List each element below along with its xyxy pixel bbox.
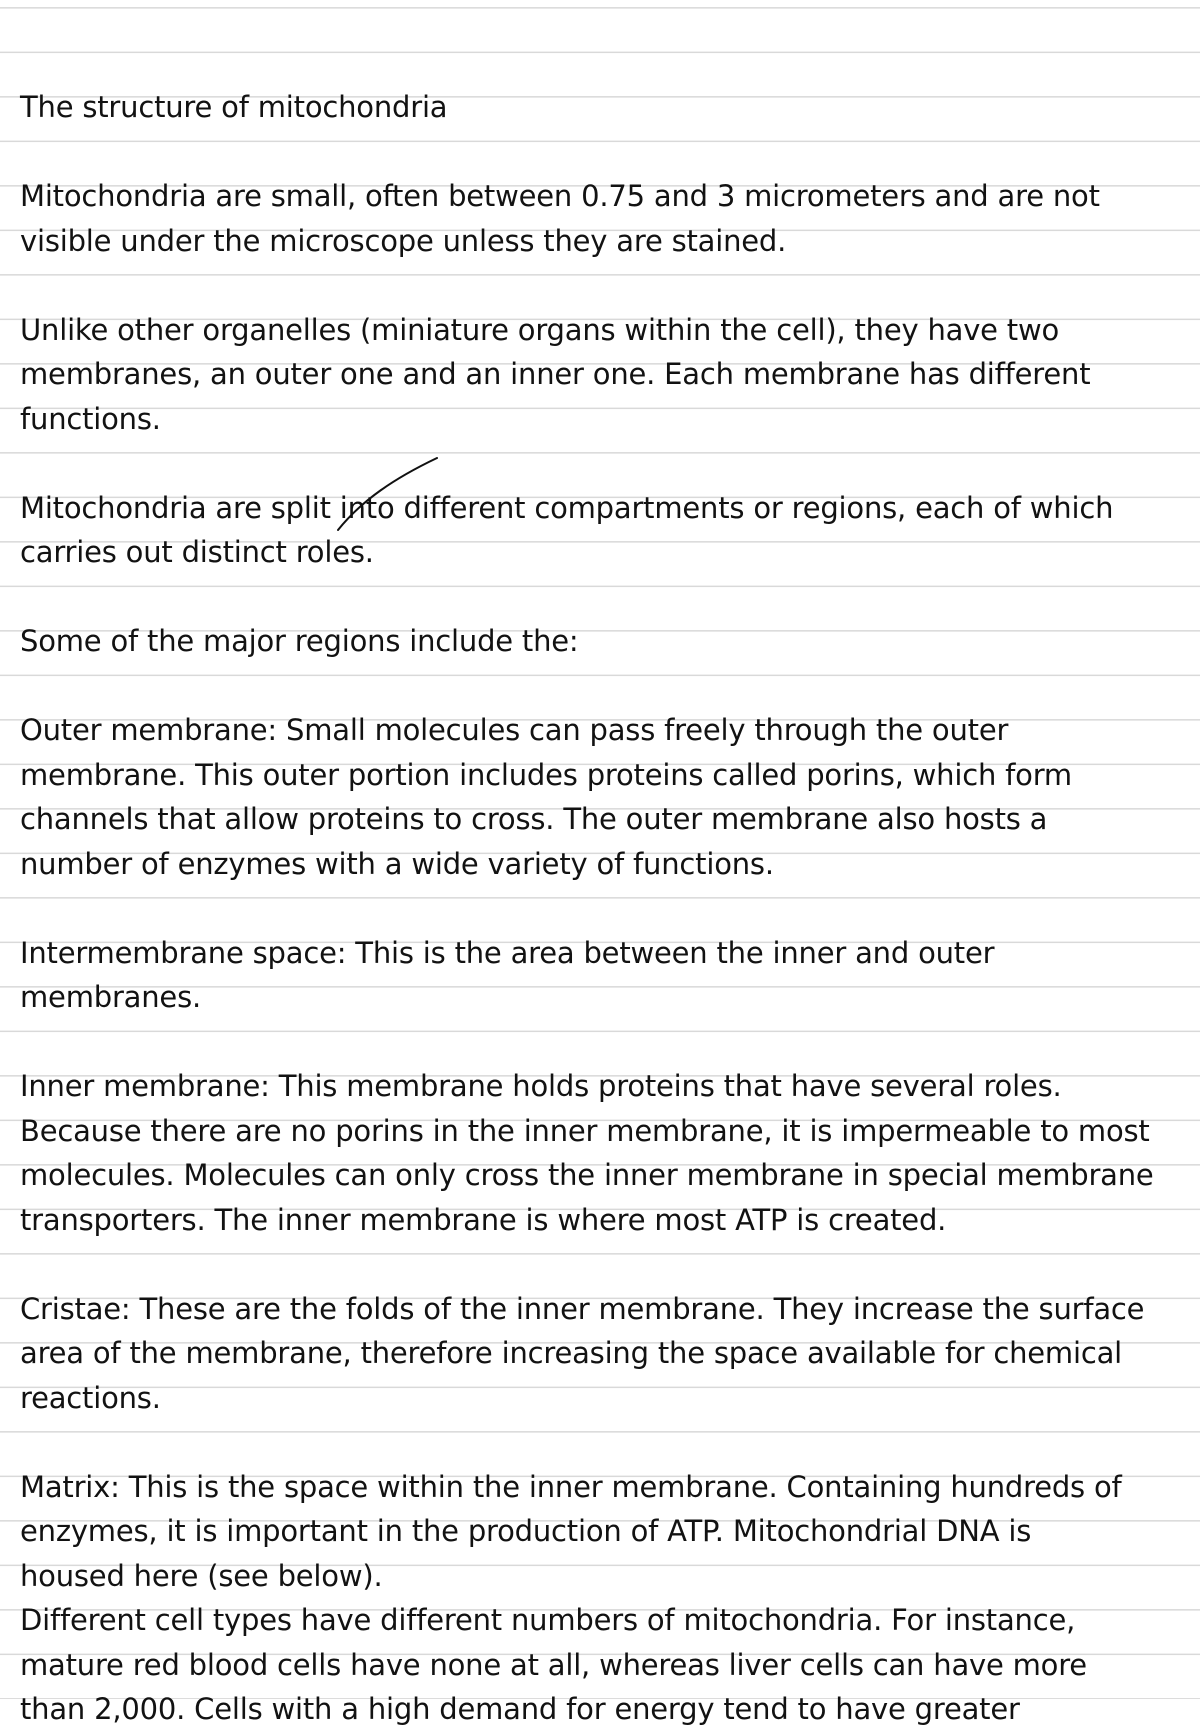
note-line: than 2,000. Cells with a high demand for energy tend to have greater: [20, 1692, 1020, 1726]
note-body: [20, 85, 1160, 1732]
note-line: Unlike other organelles (miniature organs within the cell), they have two: [20, 312, 1060, 347]
note-line: Mitochondria are split into different compartments or regions, each of which: [20, 490, 1114, 525]
note-line: membranes.: [20, 980, 201, 1014]
note-line: enzymes, it is important in the production of ATP. Mitochondrial DNA is: [20, 1514, 1032, 1548]
note-title: The structure of mitochondria: [20, 90, 448, 124]
note-line: transporters. The inner membrane is where most ATP is created.: [20, 1202, 947, 1237]
note-line: reactions.: [20, 1380, 161, 1415]
note-line: [20, 130, 1160, 175]
note-line: area of the membrane, therefore increasing the space available for chemical: [20, 1336, 1122, 1370]
note-line: carries out distinct roles.: [20, 535, 374, 569]
note-line: mature red blood cells have none at all, whereas liver cells can have more: [20, 1647, 1087, 1682]
note-line: number of enzymes with a wide variety of functions.: [20, 846, 774, 881]
note-line: molecules. Molecules can only cross the inner membrane in special membrane: [20, 1158, 1154, 1192]
note-line: [20, 575, 1160, 620]
note-line: Intermembrane space: This is the area between the inner and outer: [20, 935, 995, 970]
note-line: housed here (see below).: [20, 1558, 383, 1593]
note-line: [20, 664, 1160, 709]
note-line: functions.: [20, 401, 161, 436]
note-line: [20, 1242, 1160, 1287]
note-line: Mitochondria are small, often between 0.75 and 3 micrometers and are not: [20, 179, 1100, 213]
note-line: Inner membrane: This membrane holds proteins that have several roles.: [20, 1069, 1062, 1103]
note-line: [20, 263, 1160, 308]
note-line: visible under the microscope unless they are stained.: [20, 223, 787, 258]
note-line: [20, 1020, 1160, 1065]
note-line: [20, 441, 1160, 486]
note-line: Cristae: These are the folds of the inner membrane. They increase the surface: [20, 1291, 1145, 1326]
note-line: membrane. This outer portion includes proteins called porins, which form: [20, 757, 1072, 792]
note-line: channels that allow proteins to cross. The outer membrane also hosts a: [20, 802, 1048, 836]
note-line: Because there are no porins in the inner membrane, it is impermeable to most: [20, 1113, 1150, 1148]
note-line: Some of the major regions include the:: [20, 624, 579, 658]
note-line: [20, 1420, 1160, 1465]
note-line: Different cell types have different numbers of mitochondria. For instance,: [20, 1603, 1076, 1637]
note-line: Matrix: This is the space within the inner membrane. Containing hundreds of: [20, 1469, 1122, 1504]
note-line: [20, 886, 1160, 931]
note-line: Outer membrane: Small molecules can pass freely through the outer: [20, 713, 1009, 747]
note-line: membranes, an outer one and an inner one. Each membrane has different: [20, 357, 1091, 391]
